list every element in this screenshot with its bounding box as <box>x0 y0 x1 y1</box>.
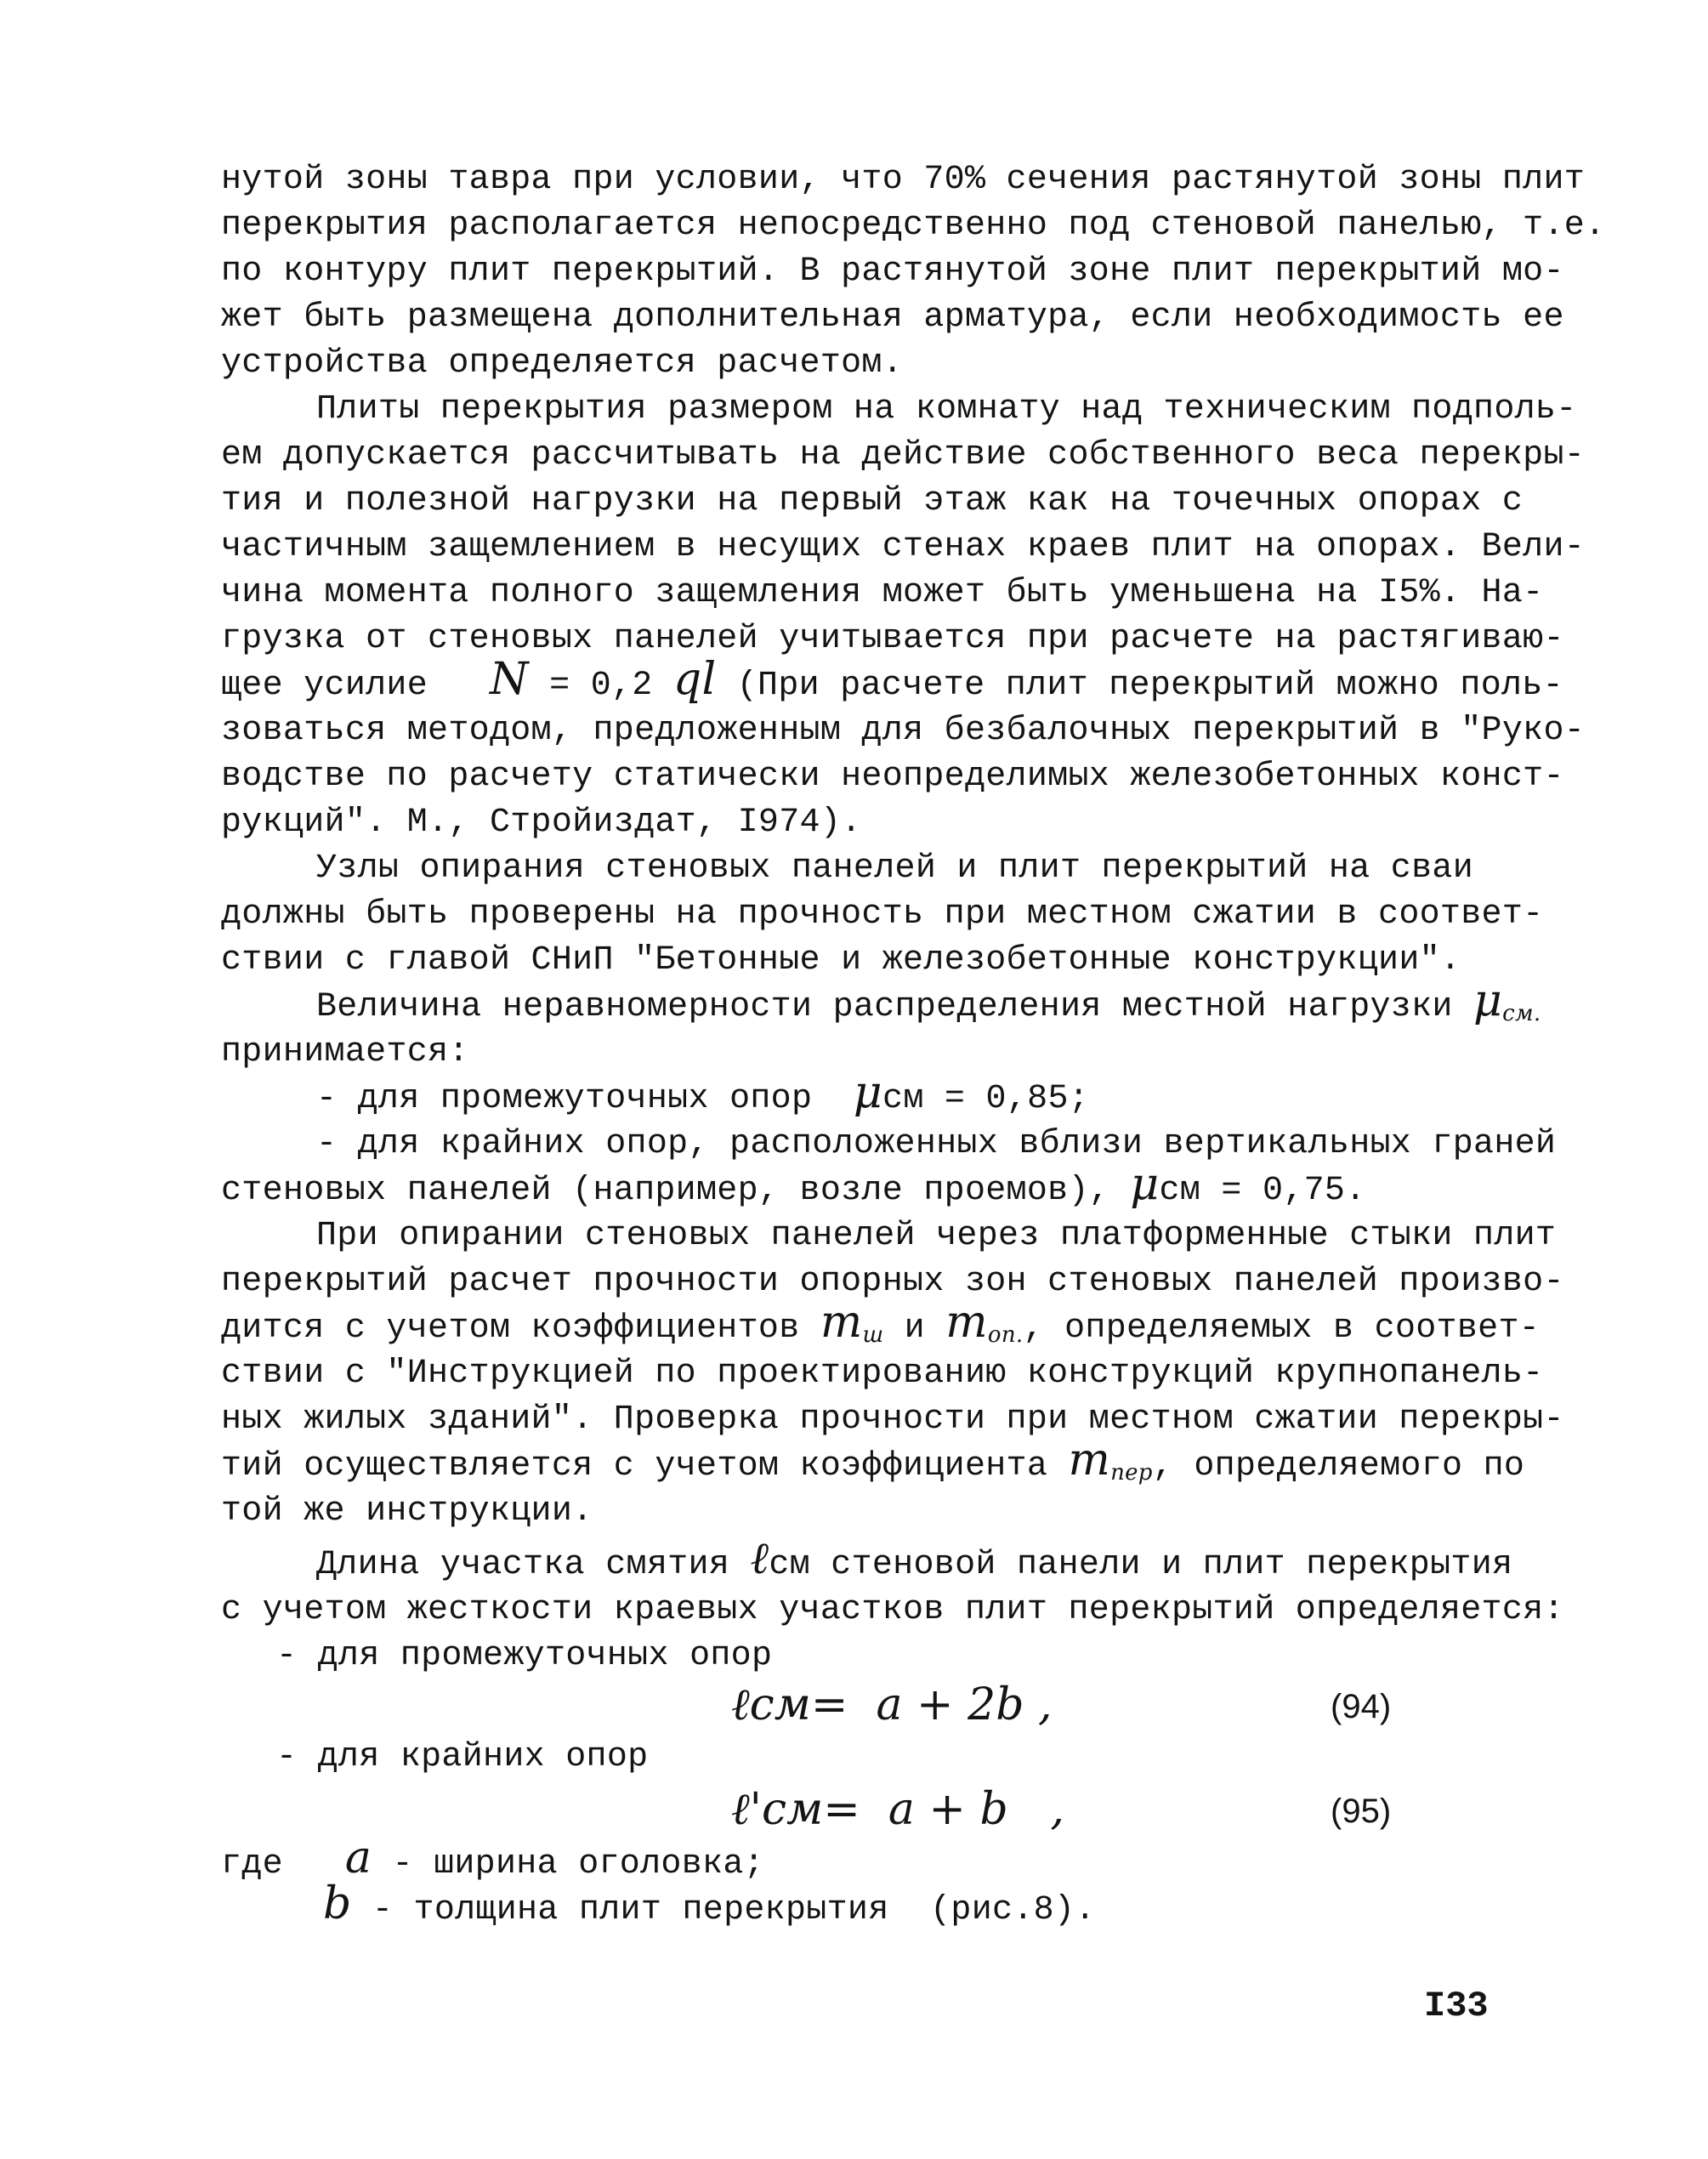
symbol-subscript: см. <box>1502 1001 1541 1026</box>
text-line-mu <box>316 975 1541 1037</box>
text-line: ствии с главой СНиП "Бетонные и железобетонные конструкции". <box>221 941 1461 980</box>
symbol-mu: μ <box>1130 1159 1160 1210</box>
symbol-ql: ql <box>672 654 717 705</box>
text-line: При опирании стеновых панелей через платформенные стыки плит <box>316 1217 1557 1255</box>
text-line: чина момента полного защемления может быть уменьшена на I5%. На- <box>221 574 1544 612</box>
text-segment: стеновой панели и плит перекрытия <box>809 1546 1513 1584</box>
text-line: рукций". М., Стройиздат, I974). <box>221 804 862 842</box>
text-line: жет быть размещена дополнительная арматура, если необходимость ее <box>221 298 1564 337</box>
text-segment: (При расчете плит перекрытий можно поль- <box>716 667 1563 705</box>
text-segment: - ширина оголовка; <box>392 1845 764 1883</box>
text-segment: см = 0,85; <box>882 1080 1090 1118</box>
text-line <box>221 1159 1366 1214</box>
text-line: ем допускается рассчитывать на действие собственного веса перекры- <box>221 436 1586 474</box>
text-line: принимается: <box>221 1033 469 1071</box>
text-line: той же инструкции. <box>221 1492 593 1531</box>
text-segment: , определяемого по <box>1152 1447 1525 1486</box>
text-line: Узлы опирания стеновых панелей и плит перекрытий на сваи <box>316 849 1474 888</box>
text-segment: - толщина плит перекрытия (рис.8). <box>372 1891 1096 1929</box>
symbol-m: m <box>945 1297 988 1348</box>
symbol-subscript: пер <box>1110 1460 1153 1486</box>
text-segment: стеновых панелей (например, возле проемов), <box>221 1172 1110 1210</box>
symbol-N: N <box>489 654 529 705</box>
text-segment: , определяемых в соответ- <box>1023 1310 1541 1348</box>
text-segment: и <box>883 1310 946 1348</box>
list-item: - для промежуточных опор <box>276 1637 773 1675</box>
formula-94: ℓсм= a + 2b , <box>731 1679 1053 1730</box>
text-line: водстве по расчету статически неопределимых железобетонных конст- <box>221 758 1564 796</box>
text-line-formula-N <box>221 654 1563 709</box>
symbol-m: m <box>1068 1435 1111 1486</box>
list-item: - для крайних опор, расположенных вблизи вертикальных граней <box>316 1125 1557 1163</box>
symbol-mu: μ <box>853 1067 883 1118</box>
symbol-m: m <box>820 1297 863 1348</box>
text-line: Плиты перекрытия размером на комнату над техническим подполь- <box>316 390 1577 429</box>
text-segment: см = 0,75. <box>1159 1172 1366 1210</box>
text-line: перекрытия располагается непосредственно под стеновой панелью, т.е. <box>221 207 1606 245</box>
text-line: зоваться методом, предложенным для безбалочных перекрытий в "Руко- <box>221 712 1586 750</box>
list-item: - для крайних опор <box>276 1738 649 1776</box>
symbol-l: ℓ <box>750 1533 769 1584</box>
text-line: грузка от стеновых панелей учитывается при расчете на растягиваю- <box>221 620 1564 658</box>
text-line: устройства определяется расчетом. <box>221 344 904 383</box>
text-line-m <box>221 1297 1541 1358</box>
symbol-a: a <box>344 1832 372 1883</box>
text-segment: Длина участка смятия <box>316 1546 730 1584</box>
where-line-a <box>221 1832 764 1888</box>
text-line: ных жилых зданий". Проверка прочности при местном сжатии перекры- <box>221 1401 1564 1439</box>
page-number: I33 <box>1424 1986 1489 2026</box>
text-line-mper <box>221 1435 1525 1496</box>
text-line: частичным защемлением в несущих стенах краев плит на опорах. Вели- <box>221 528 1586 566</box>
text-line-l <box>316 1533 1513 1588</box>
list-item <box>316 1067 1090 1122</box>
symbol-mu: μ <box>1473 975 1503 1026</box>
text-line: должны быть проверены на прочность при местном сжатии в соответ- <box>221 895 1544 934</box>
text-line: с учетом жесткости краевых участков плит перекрытий определяется: <box>221 1591 1564 1629</box>
formula-95: ℓ'см= a + b , <box>731 1784 1064 1835</box>
symbol-b: b <box>323 1878 352 1929</box>
where-line-b <box>323 1878 1096 1934</box>
text-line: по контуру плит перекрытий. В растянутой зоне плит перекрытий мо- <box>221 253 1564 291</box>
symbol-subscript: ш <box>862 1322 884 1348</box>
text-segment: - для промежуточных опор <box>316 1080 813 1118</box>
text-segment: тий осуществляется с учетом коэффициента <box>221 1447 1048 1486</box>
text-line: нутой зоны тавра при условии, что 70% сечения растянутой зоны плит <box>221 161 1586 199</box>
text-segment: дится с учетом коэффициентов <box>221 1310 800 1348</box>
text-segment: см <box>769 1546 810 1584</box>
text-segment: Величина неравномерности распределения местной нагрузки <box>316 988 1453 1026</box>
symbol-subscript: оп. <box>987 1322 1024 1348</box>
formula-number: (94) <box>1331 1688 1392 1725</box>
text-line: тия и полезной нагрузки на первый этаж как на точечных опорах с <box>221 482 1524 520</box>
text-segment: щее усилие <box>221 667 428 705</box>
where-label: где <box>221 1845 283 1883</box>
formula-number: (95) <box>1331 1793 1392 1830</box>
text-line: ствии с "Инструкцией по проектированию конструкций крупнопанель- <box>221 1355 1544 1393</box>
text-line: перекрытий расчет прочности опорных зон стеновых панелей произво- <box>221 1263 1564 1301</box>
text-segment: = 0,2 <box>528 667 673 705</box>
